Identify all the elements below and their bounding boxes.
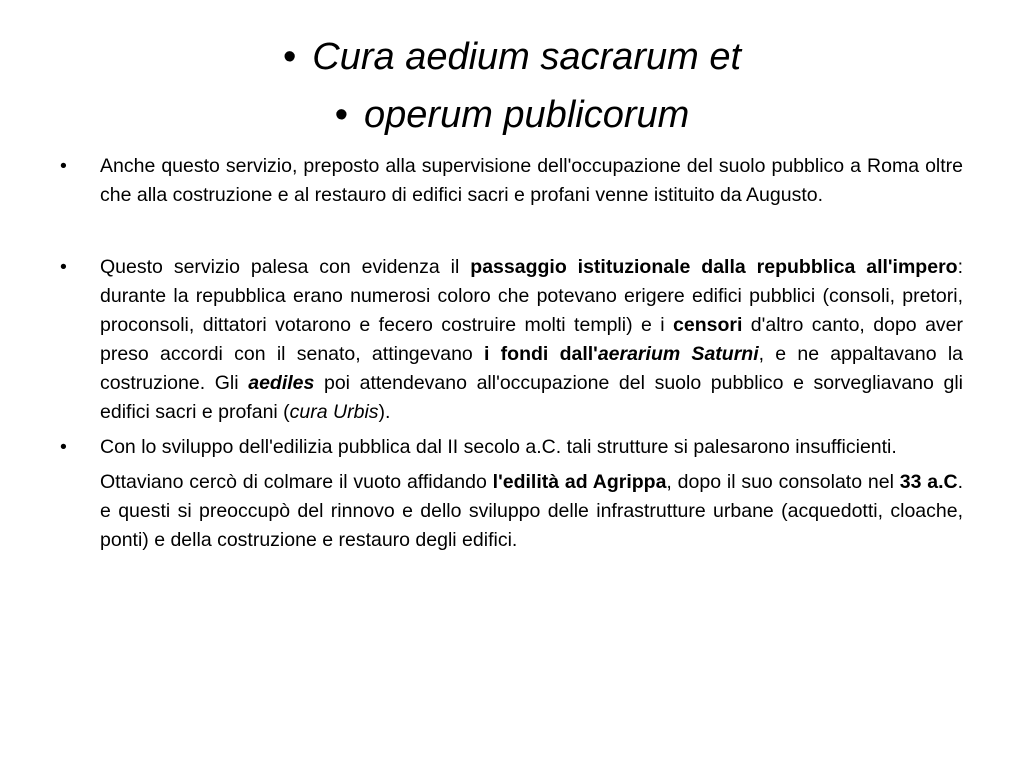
italic-phrase: cura Urbis (289, 401, 379, 423)
paragraph-text: . e questi si preoccupò del rinnovo e dello sviluppo delle infrastrutture urbane (acquedotti, cloache, ponti) e della costruzione e restauro degli edifici. (100, 471, 964, 551)
bold-phrase: l'edilità ad Agrippa (492, 471, 667, 493)
paragraph-text: Anche questo servizio, preposto alla supervisione dell'occupazione del suolo pubblico a Roma oltre che alla costruzione e al restauro di edifici sacri e profani venne istituito da Augusto. (100, 155, 963, 206)
bullet-marker: • (60, 256, 67, 278)
paragraph-text: Ottaviano cercò di colmare il vuoto affidando (100, 471, 493, 493)
bold-phrase: passaggio istituzionale dalla repubblica all'impero (470, 256, 958, 278)
slide-body (60, 152, 963, 555)
bullet-marker: • (60, 436, 67, 458)
bold-italic-phrase: aerarium Saturni (597, 343, 759, 365)
title-text-2: operum publicorum (364, 94, 690, 136)
paragraph-text: poi attendevano all'occupazione del suolo pubblico e sorvegliavano gli edifici sacri e profani ( (100, 372, 963, 423)
title-line-1 (0, 28, 1024, 86)
bold-phrase: 33 a.C (899, 471, 958, 493)
bold-phrase: censori (673, 314, 743, 336)
paragraph-text: ). (378, 401, 391, 423)
title-bullet: • (334, 94, 349, 136)
title-line-2 (0, 86, 1024, 144)
bullet-paragraph-1 (60, 152, 963, 210)
paragraph-text: Con lo sviluppo dell'edilizia pubblica dal II secolo a.C. tali strutture si palesarono insufficienti. (100, 436, 897, 458)
bullet-paragraph-2 (60, 253, 963, 427)
title-text-1: Cura aedium sacrarum et (312, 36, 742, 78)
title-bullet: • (282, 36, 297, 78)
paragraph-text: d'altro canto, dopo aver preso accordi con il senato, attingevano (100, 314, 964, 365)
continuation-paragraph (60, 468, 963, 555)
bold-italic-phrase: aediles (248, 372, 315, 394)
paragraph-text: , e ne appaltavano la costruzione. Gli (100, 343, 963, 394)
paragraph-text: , dopo il suo consolato nel (666, 471, 900, 493)
paragraph-text: Questo servizio palesa con evidenza il (100, 256, 471, 278)
bullet-paragraph-3 (60, 433, 963, 462)
bold-phrase: i fondi dall' (484, 343, 598, 365)
paragraph-text: : durante la repubblica erano numerosi coloro che potevano erigere edifici pubblici (consoli, pretori, proconsoli, dittatori votarono e fecero costruire molti templi) e i (100, 256, 963, 336)
bullet-marker: • (60, 155, 67, 177)
slide-title (0, 28, 1024, 144)
